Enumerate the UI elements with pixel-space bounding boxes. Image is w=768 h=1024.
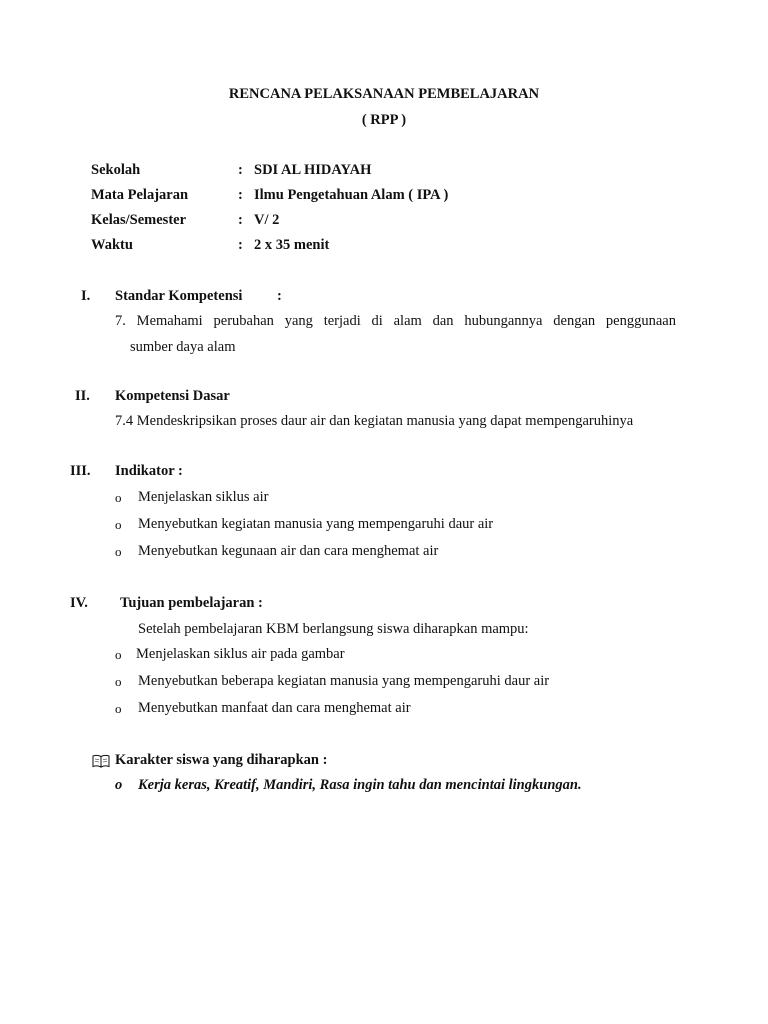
identity-sep: : — [238, 162, 243, 178]
section-numeral: II. — [75, 388, 90, 404]
document-title: RENCANA PELAKSANAAN PEMBELAJARAN — [228, 86, 540, 102]
identity-sep: : — [238, 237, 243, 253]
section-text: 7.4 Mendeskripsikan proses daur air dan kegiatan manusia yang dapat mempengaruhinya — [115, 413, 634, 429]
bullet-marker: o — [115, 490, 122, 505]
karakter-text: Kerja keras, Kreatif, Mandiri, Rasa ingin tahu dan mencintai lingkungan. — [138, 777, 582, 793]
bullet-marker: o — [115, 674, 122, 689]
section-numeral: I. — [81, 288, 91, 304]
section-numeral: III. — [70, 463, 91, 479]
identity-value-waktu: 2 x 35 menit — [254, 237, 330, 253]
section-heading: Kompetensi Dasar — [115, 388, 230, 404]
identity-value-mapel: Ilmu Pengetahuan Alam ( IPA ) — [254, 187, 449, 203]
section-heading: Indikator : — [115, 463, 183, 479]
bullet-marker: o — [115, 544, 122, 559]
list-item: Menyebutkan beberapa kegiatan manusia yang mempengaruhi daur air — [138, 673, 550, 689]
open-book-icon — [92, 754, 110, 768]
identity-label-sekolah: Sekolah — [91, 162, 141, 178]
identity-label-kelas: Kelas/Semester — [91, 212, 187, 228]
list-item: Menyebutkan manfaat dan cara menghemat air — [138, 700, 411, 716]
identity-value-kelas: V/ 2 — [254, 212, 280, 228]
section-heading: Standar Kompetensi — [115, 288, 243, 304]
list-item: Menjelaskan siklus air — [138, 489, 269, 505]
section-numeral: IV. — [70, 595, 88, 611]
list-item: Menyebutkan kegunaan air dan cara menghemat air — [138, 543, 439, 559]
section-heading: Tujuan pembelajaran : — [120, 595, 263, 611]
bullet-marker: o — [115, 701, 122, 716]
list-item: Menyebutkan kegiatan manusia yang mempengaruhi daur air — [138, 516, 494, 532]
list-item: Menjelaskan siklus air pada gambar — [136, 646, 345, 662]
bullet-marker: o — [115, 647, 122, 662]
section-text-line: 7. Memahami perubahan yang terjadi di alam dan hubungannya dengan penggunaan — [115, 313, 676, 329]
identity-sep: : — [238, 187, 243, 203]
section-intro: Setelah pembelajaran KBM berlangsung siswa diharapkan mampu: — [138, 621, 529, 637]
identity-value-sekolah: SDI AL HIDAYAH — [254, 162, 372, 178]
identity-sep: : — [238, 212, 243, 228]
document-subtitle: ( RPP ) — [361, 112, 407, 128]
section-heading-colon: : — [277, 288, 282, 304]
identity-label-mapel: Mata Pelajaran — [91, 187, 189, 203]
identity-label-waktu: Waktu — [91, 237, 133, 253]
karakter-heading: Karakter siswa yang diharapkan : — [115, 752, 328, 768]
bullet-marker: o — [115, 777, 123, 793]
bullet-marker: o — [115, 517, 122, 532]
section-text-line: sumber daya alam — [130, 339, 236, 355]
